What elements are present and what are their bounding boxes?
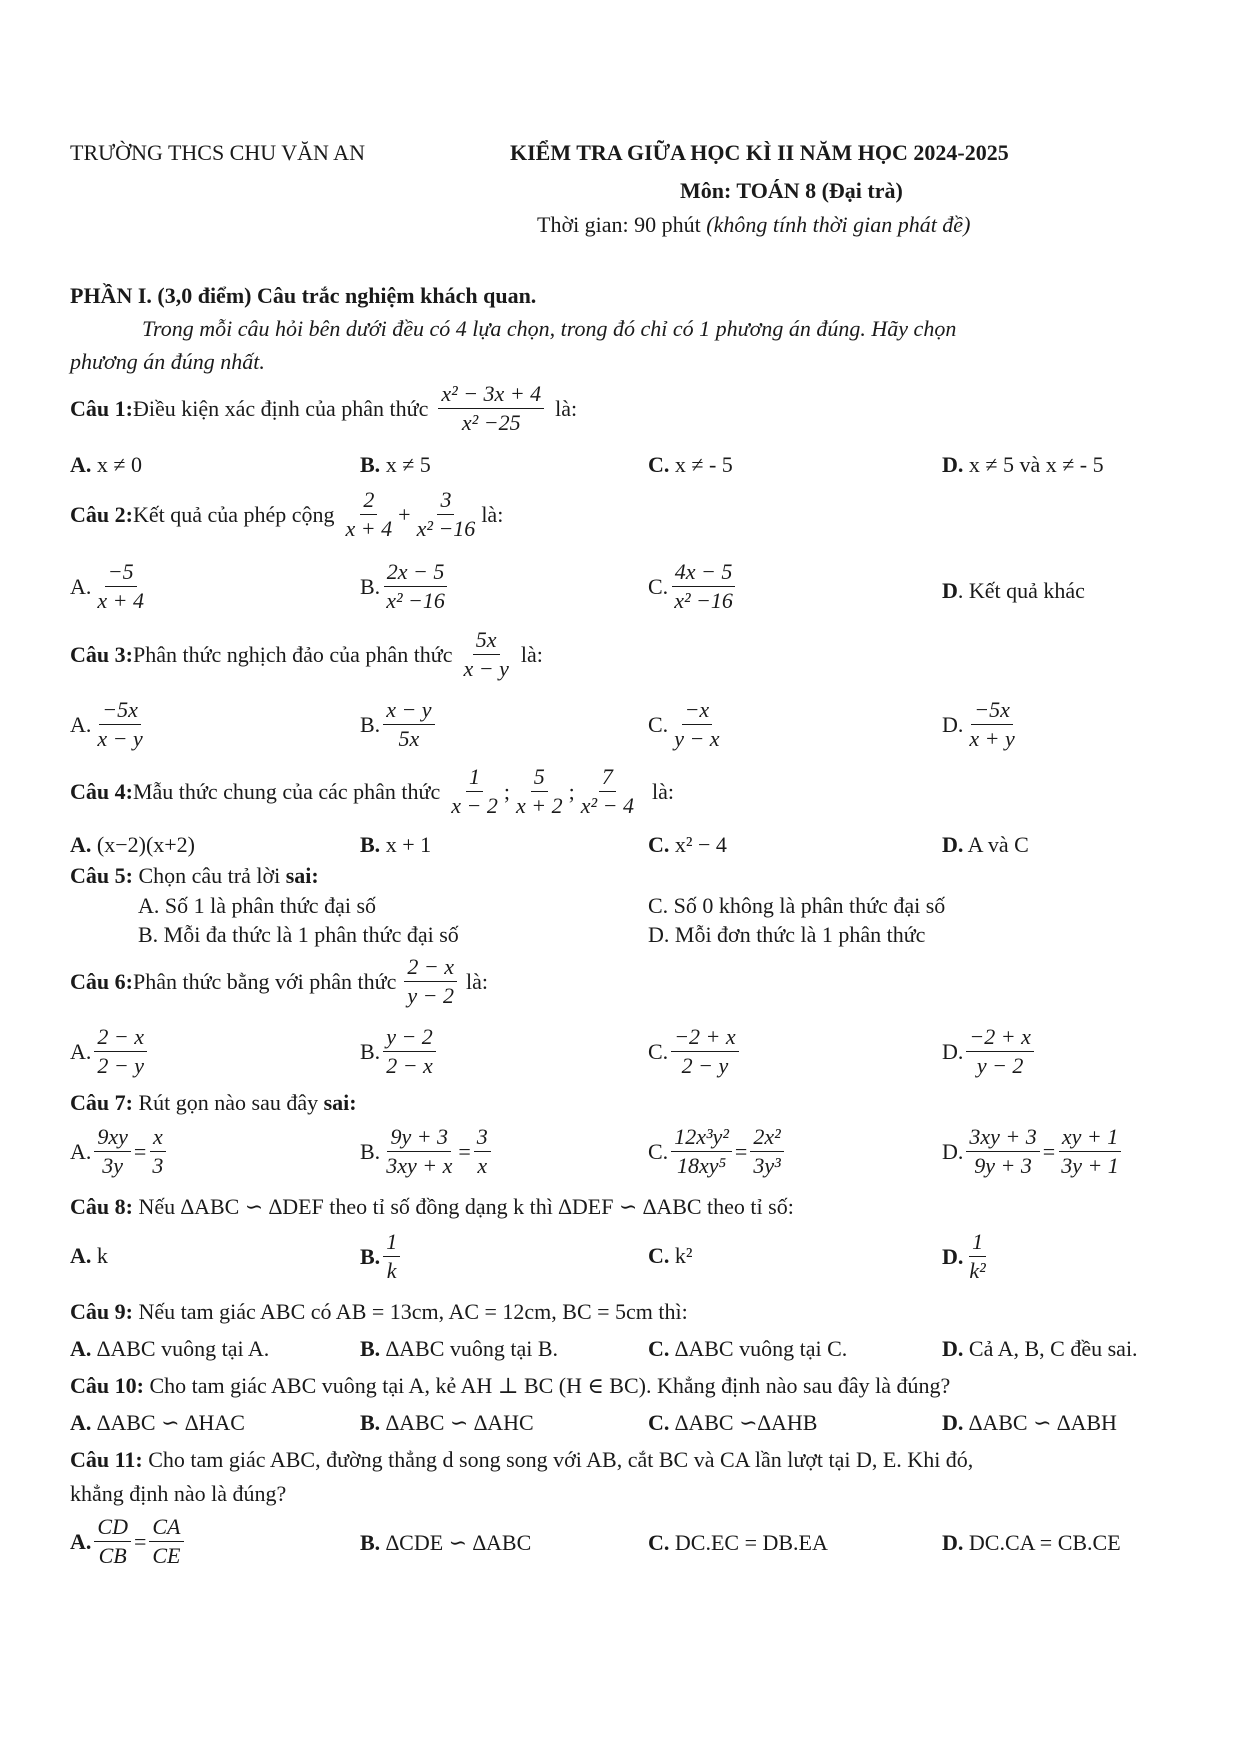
q4-f1-num: 1 xyxy=(466,765,483,792)
q11-option-a[interactable] xyxy=(70,1515,187,1568)
question-2 xyxy=(70,488,503,541)
q11-text: Cho tam giác ABC, đường thẳng d song song với AB, cắt BC và CA lần lượt tại D, E. Khi đó, xyxy=(142,1447,974,1472)
option-fraction xyxy=(966,1230,988,1283)
option-text: ∆ABC ∽ ∆ABH xyxy=(963,1410,1117,1435)
option-label: D. xyxy=(942,1138,964,1164)
option-num: −2 + x xyxy=(671,1025,738,1052)
option-num: CA xyxy=(149,1515,183,1542)
option-den: 3 xyxy=(152,1153,164,1179)
question-7 xyxy=(70,1090,357,1116)
part1-instruction-2: phương án đúng nhất. xyxy=(70,349,265,374)
option-fraction xyxy=(966,1025,1033,1078)
option-label: A. xyxy=(70,1138,92,1164)
option-den: k xyxy=(386,1258,397,1284)
option-fraction-left xyxy=(383,1125,455,1178)
option-label: C. xyxy=(648,1138,669,1164)
q7-option-d[interactable] xyxy=(942,1125,1125,1178)
option-fraction xyxy=(94,698,145,751)
q10-label: Câu 10: xyxy=(70,1373,144,1398)
q4-f2-den: x + 2 xyxy=(515,793,563,819)
q4-f1-den: x − 2 xyxy=(451,793,498,819)
q4-fraction-2 xyxy=(513,765,566,818)
q4-fraction-1 xyxy=(448,765,501,818)
equals-sign: = xyxy=(133,1138,147,1164)
option-fraction xyxy=(671,698,722,751)
q4-f2-num: 5 xyxy=(531,765,548,792)
option-den: 3y + 1 xyxy=(1061,1153,1119,1179)
option-text: ∆ABC ∽ ∆AHC xyxy=(380,1410,534,1435)
equals-sign: = xyxy=(133,1528,147,1554)
option-label: D. xyxy=(942,1243,964,1269)
q8-label: Câu 8: xyxy=(70,1194,133,1219)
q1-end: là: xyxy=(555,395,578,421)
q5-option-a[interactable]: A. Số 1 là phân thức đại số xyxy=(138,893,377,918)
question-9 xyxy=(70,1299,688,1325)
option-fraction xyxy=(383,1025,436,1078)
option-text: ∆ABC vuông tại A. xyxy=(91,1336,270,1361)
option-fraction-right xyxy=(149,1515,183,1568)
q4-option-b[interactable] xyxy=(360,832,431,858)
option-label: B. xyxy=(360,1243,381,1269)
exam-subject: Môn: TOÁN 8 (Đại trà) xyxy=(680,178,903,203)
option-text: x ≠ 5 và x ≠ - 5 xyxy=(963,452,1104,477)
option-den: x² −16 xyxy=(386,588,445,614)
option-den: 18xy⁵ xyxy=(676,1153,727,1179)
option-label: A. xyxy=(70,573,92,599)
q4-f3-num: 7 xyxy=(599,765,616,792)
option-den: x xyxy=(477,1153,488,1179)
option-text: ∆ABC ∽ ∆HAC xyxy=(91,1410,245,1435)
option-label: B. xyxy=(360,1138,381,1164)
option-label: B. xyxy=(360,1410,381,1435)
q6-frac-den: y − 2 xyxy=(407,983,454,1009)
option-fraction-left xyxy=(671,1125,732,1178)
q6-option-d[interactable] xyxy=(942,1025,1037,1078)
q2-option-d[interactable] xyxy=(942,578,1085,604)
q3-option-d[interactable] xyxy=(942,698,1021,751)
q5-label: Câu 5: xyxy=(70,863,133,888)
q9-option-a[interactable] xyxy=(70,1336,269,1362)
option-label: A. xyxy=(70,1336,92,1361)
q5-text: Chọn câu trả lời xyxy=(132,863,286,888)
option-den: x + y xyxy=(969,726,1015,752)
exam-time xyxy=(537,212,970,238)
q6-option-c[interactable] xyxy=(648,1025,742,1078)
q8-option-c[interactable] xyxy=(648,1243,693,1269)
q4-label: Câu 4: xyxy=(70,778,133,804)
q1-option-b[interactable] xyxy=(360,452,431,478)
q7-label: Câu 7: xyxy=(70,1090,133,1115)
q11-label: Câu 11: xyxy=(70,1447,143,1472)
q6-frac-num: 2 − x xyxy=(404,955,457,982)
option-den: x² −16 xyxy=(674,588,733,614)
option-den: CE xyxy=(152,1543,181,1569)
q4-sep-1: ; xyxy=(503,778,510,804)
option-num: −5x xyxy=(99,698,141,725)
option-label: D. xyxy=(942,711,964,737)
option-label: B. xyxy=(360,711,381,737)
option-den: 3y³ xyxy=(753,1153,781,1179)
option-label: C. xyxy=(648,711,669,737)
q4-fraction-3 xyxy=(578,765,637,818)
part1-title: PHẦN I. (3,0 điểm) Câu trắc nghiệm khách quan. xyxy=(70,283,537,308)
option-fraction-left xyxy=(966,1125,1039,1178)
q8-option-d[interactable] xyxy=(942,1230,992,1283)
option-den: y − 2 xyxy=(976,1053,1024,1079)
option-label: D. xyxy=(942,1530,964,1555)
q4-option-d[interactable] xyxy=(942,832,1029,858)
option-num: −5x xyxy=(971,698,1013,725)
option-den: 3y xyxy=(102,1153,124,1179)
option-label: B. xyxy=(360,832,381,857)
q3-text: Phân thức nghịch đảo của phân thức xyxy=(132,641,453,667)
q2-option-a[interactable] xyxy=(70,560,150,613)
option-den: 2 − x xyxy=(386,1053,433,1079)
q7-text: Rút gọn nào sau đây xyxy=(132,1090,324,1115)
option-label: B. xyxy=(360,1530,381,1555)
option-fraction-right xyxy=(149,1125,166,1178)
q2-f2-num: 3 xyxy=(437,488,454,515)
option-label: D. xyxy=(942,1410,964,1435)
q2-option-c[interactable] xyxy=(648,560,739,613)
option-label: C. xyxy=(648,573,669,599)
question-11 xyxy=(70,1447,973,1473)
option-text: k xyxy=(91,1243,108,1268)
option-label: D. xyxy=(942,832,964,857)
time-prefix: Thời gian: 90 phút xyxy=(537,212,707,237)
option-text: . Kết quả khác xyxy=(957,578,1085,603)
q5-emph: sai: xyxy=(285,863,319,888)
time-note: (không tính thời gian phát đề) xyxy=(706,212,971,237)
option-label: C. xyxy=(648,832,670,857)
q6-text: Phân thức bằng với phân thức xyxy=(132,968,397,994)
option-label: C. xyxy=(648,1038,669,1064)
option-num: 2 − x xyxy=(94,1025,147,1052)
option-fraction-left xyxy=(94,1515,131,1568)
option-text: ∆CDE ∽ ∆ABC xyxy=(380,1530,532,1555)
option-text: Cả A, B, C đều sai. xyxy=(963,1336,1138,1361)
equals-sign: = xyxy=(1042,1138,1056,1164)
option-fraction xyxy=(383,560,448,613)
q1-text: Điều kiện xác định của phân thức xyxy=(132,395,429,421)
q11-option-c[interactable] xyxy=(648,1530,828,1556)
option-fraction xyxy=(966,698,1017,751)
option-num: 2x − 5 xyxy=(384,560,448,587)
option-text: DC.CA = CB.CE xyxy=(963,1530,1121,1555)
q8-text: Nếu ∆ABC ∽ ∆DEF theo tỉ số đồng dạng k thì ∆DEF ∽ ∆ABC theo tỉ số: xyxy=(132,1194,794,1219)
option-den: 5x xyxy=(398,726,420,752)
option-label: D. xyxy=(942,1336,964,1361)
option-num: CD xyxy=(94,1515,131,1542)
option-den: x + 4 xyxy=(97,588,145,614)
option-fraction xyxy=(671,1025,738,1078)
q6-option-a[interactable] xyxy=(70,1025,150,1078)
q4-option-a[interactable] xyxy=(70,832,195,858)
option-fraction-right xyxy=(1058,1125,1122,1178)
option-label: A. xyxy=(70,711,92,737)
option-num: 9xy xyxy=(94,1125,131,1152)
option-num: 1 xyxy=(383,1230,400,1257)
option-num: y − 2 xyxy=(383,1025,436,1052)
question-4 xyxy=(70,765,674,818)
option-label: B. xyxy=(360,1038,381,1064)
q3-fraction xyxy=(461,628,512,681)
option-label: A. xyxy=(70,1243,92,1268)
q2-f2-den: x² −16 xyxy=(416,516,476,542)
q2-fraction-1 xyxy=(343,488,396,541)
option-fraction-left xyxy=(94,1125,131,1178)
q6-end: là: xyxy=(465,968,488,994)
q2-f1-num: 2 xyxy=(360,488,377,515)
option-num: xy + 1 xyxy=(1059,1125,1121,1152)
q9-option-d[interactable] xyxy=(942,1336,1138,1362)
q7-option-c[interactable] xyxy=(648,1125,787,1178)
option-den: 2 − y xyxy=(681,1053,729,1079)
option-label: D. xyxy=(942,1038,964,1064)
option-num: −x xyxy=(682,698,713,725)
option-num: 12x³y² xyxy=(671,1125,732,1152)
option-den: k² xyxy=(969,1258,986,1284)
option-num: 9y + 3 xyxy=(387,1125,451,1152)
equals-sign: = xyxy=(734,1138,748,1164)
q9-option-c[interactable] xyxy=(648,1336,847,1362)
q7-option-a[interactable] xyxy=(70,1125,169,1178)
part1-instruction-1: Trong mỗi câu hỏi bên dưới đều có 4 lựa chọn, trong đó chỉ có 1 phương án đúng. Hãy chọn xyxy=(142,316,957,341)
option-label: C. xyxy=(648,1530,670,1555)
option-fraction xyxy=(671,560,736,613)
q3-option-b[interactable] xyxy=(360,698,438,751)
q1-option-a[interactable] xyxy=(70,452,142,478)
q7-emph: sai: xyxy=(323,1090,357,1115)
equals-sign: = xyxy=(458,1138,471,1164)
q10-text: Cho tam giác ABC vuông tại A, kẻ AH ⊥ BC (H ∈ BC). Khẳng định nào sau đây là đúng? xyxy=(143,1373,951,1398)
option-label: A. xyxy=(70,452,92,477)
option-fraction xyxy=(94,1025,147,1078)
option-den: 2 − y xyxy=(97,1053,145,1079)
q2-f1-den: x + 4 xyxy=(345,516,393,542)
option-fraction xyxy=(383,698,434,751)
option-text: x + 1 xyxy=(380,832,432,857)
q9-option-b[interactable] xyxy=(360,1336,558,1362)
q4-sep-2: ; xyxy=(568,778,575,804)
option-text: A và C xyxy=(963,832,1029,857)
option-label: A. xyxy=(70,1038,92,1064)
q9-label: Câu 9: xyxy=(70,1299,133,1324)
option-label: D xyxy=(942,578,958,603)
question-10 xyxy=(70,1373,950,1399)
option-text: (x−2)(x+2) xyxy=(91,832,196,857)
q3-option-a[interactable] xyxy=(70,698,149,751)
option-fraction xyxy=(94,560,147,613)
q4-end: là: xyxy=(651,778,674,804)
q10-option-c[interactable] xyxy=(648,1410,817,1436)
option-num: −2 + x xyxy=(966,1025,1033,1052)
option-text: ∆ABC vuông tại C. xyxy=(669,1336,848,1361)
option-text: ∆ABC vuông tại B. xyxy=(380,1336,559,1361)
option-label: A. xyxy=(70,1528,92,1554)
option-label: B. xyxy=(360,1336,381,1361)
q10-option-b[interactable] xyxy=(360,1410,534,1436)
question-8 xyxy=(70,1194,794,1220)
exam-title: KIỂM TRA GIỮA HỌC KÌ II NĂM HỌC 2024-2025 xyxy=(510,140,1009,165)
question-3 xyxy=(70,628,543,681)
option-num: −5 xyxy=(105,560,137,587)
option-label: C. xyxy=(648,1336,670,1361)
option-text: x ≠ - 5 xyxy=(669,452,733,477)
q1-frac-den: x² −25 xyxy=(461,410,521,436)
q5-option-b[interactable]: B. Mỗi đa thức là 1 phân thức đại số xyxy=(138,922,459,947)
option-label: B. xyxy=(360,573,381,599)
option-den: 3xy + x xyxy=(386,1153,453,1179)
option-num: 4x − 5 xyxy=(672,560,736,587)
option-fraction-right xyxy=(474,1125,491,1178)
q7-option-b[interactable] xyxy=(360,1125,494,1178)
q2-option-b[interactable] xyxy=(360,560,451,613)
question-11-line2: khẳng định nào là đúng? xyxy=(70,1481,287,1506)
q2-text: Kết quả của phép cộng xyxy=(132,501,335,527)
option-label: A. xyxy=(70,1410,92,1435)
q10-option-d[interactable] xyxy=(942,1410,1117,1436)
option-fraction xyxy=(383,1230,400,1283)
q3-label: Câu 3: xyxy=(70,641,133,667)
option-label: C. xyxy=(648,452,670,477)
q2-fraction-2 xyxy=(414,488,479,541)
q4-option-c[interactable] xyxy=(648,832,727,858)
q11-option-d[interactable] xyxy=(942,1530,1121,1556)
q5-option-d[interactable]: D. Mỗi đơn thức là 1 phân thức xyxy=(648,922,926,947)
option-label: D. xyxy=(942,452,964,477)
option-text: DC.EC = DB.EA xyxy=(669,1530,828,1555)
q8-option-a[interactable] xyxy=(70,1243,108,1269)
option-label: C. xyxy=(648,1243,670,1268)
q3-end: là: xyxy=(520,641,543,667)
option-num: 1 xyxy=(969,1230,986,1257)
q9-text: Nếu tam giác ABC có AB = 13cm, AC = 12cm, BC = 5cm thì: xyxy=(132,1299,688,1324)
option-num: 2x² xyxy=(750,1125,783,1152)
q11-option-b[interactable] xyxy=(360,1530,531,1556)
q2-end: là: xyxy=(481,501,504,527)
option-label: C. xyxy=(648,1410,670,1435)
q3-frac-num: 5x xyxy=(473,628,500,655)
option-text: ∆ABC ∽∆AHB xyxy=(669,1410,818,1435)
q6-fraction xyxy=(404,955,457,1008)
option-den: CB xyxy=(98,1543,127,1569)
q3-option-c[interactable] xyxy=(648,698,726,751)
q1-fraction xyxy=(438,382,544,435)
option-text: x ≠ 5 xyxy=(380,452,431,477)
q3-frac-den: x − y xyxy=(463,656,509,682)
question-6 xyxy=(70,955,488,1008)
q4-f3-den: x² − 4 xyxy=(580,793,634,819)
question-5 xyxy=(70,863,319,889)
q2-label: Câu 2: xyxy=(70,501,133,527)
option-label: B. xyxy=(360,452,381,477)
option-den: y − x xyxy=(674,726,720,752)
q6-option-b[interactable] xyxy=(360,1025,439,1078)
option-fraction-right xyxy=(750,1125,783,1178)
q2-plus: + xyxy=(398,501,411,527)
option-num: 3xy + 3 xyxy=(966,1125,1039,1152)
option-text: k² xyxy=(669,1243,693,1268)
q1-option-d[interactable] xyxy=(942,452,1104,478)
option-text: x² − 4 xyxy=(669,832,727,857)
q4-text: Mẫu thức chung của các phân thức xyxy=(132,778,441,804)
q6-label: Câu 6: xyxy=(70,968,133,994)
q1-frac-num: x² − 3x + 4 xyxy=(438,382,544,409)
option-label: A. xyxy=(70,832,92,857)
option-num: 3 xyxy=(474,1125,491,1152)
option-den: x − y xyxy=(97,726,143,752)
question-1 xyxy=(70,382,577,435)
school-name: TRƯỜNG THCS CHU VĂN AN xyxy=(70,140,365,165)
q1-label: Câu 1: xyxy=(70,395,133,421)
q5-option-c[interactable]: C. Số 0 không là phân thức đại số xyxy=(648,893,946,918)
option-den: 9y + 3 xyxy=(974,1153,1032,1179)
option-num: x xyxy=(150,1125,166,1152)
option-num: x − y xyxy=(383,698,434,725)
option-text: x ≠ 0 xyxy=(91,452,142,477)
q10-option-a[interactable] xyxy=(70,1410,245,1436)
q8-option-b[interactable] xyxy=(360,1230,403,1283)
q1-option-c[interactable] xyxy=(648,452,733,478)
